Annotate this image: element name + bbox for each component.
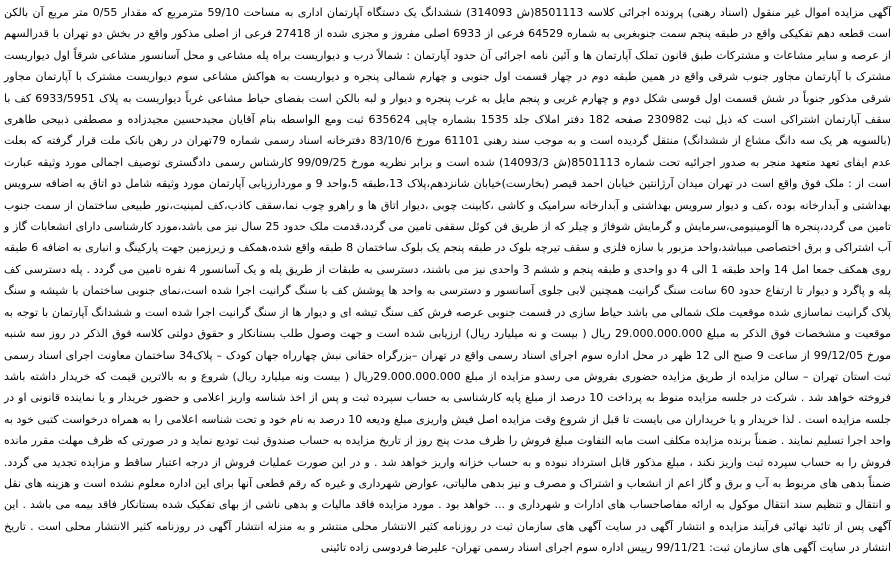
notice-body-text: آگهی مزایده اموال غیر منقول (اسناد رهنی) پرونده اجرائی کلاسه 8501113(ش 314093) ششدانگ یک دستگاه آپارتمان اداری به مساحت 59/10 مترمربع که مقدار 0/55 متر مربع آن بالکن است قطعه دهم تفکیکی واقع در طبقه پنجم سمت جنوبغربی به شماره 64529 فرعی از 6933 اصلی مفروز و مجزی شده از 27418 فرعی از اصلی مذکور واقع در بخش دو تهران با قدرالسهم از عرصه و سایر مشاعات و مشترکات طبق قانون تملک آپارتمان ها و آئین نامه اجرائی آن حدود آپارتمان : شمالاً درب و دیواریست براه پله مشاعی و محل آسانسور مشاعی شرقاً اول دیواریست مشترک با آپارتمان مجاور جنوب شرقی واقع در همین طبقه دوم در چهار قسمت اول جنوبی و چهارم شمالی پنجره و دیواریست به هواکش مشاعی سوم دیواریست مشترک با آپارتمان مجاور شرقی مذکور جنوباً در شش قسمت اول قوسی شکل دوم و چهارم غربی و پنجم مایل به غرب پنجره و دیوار و لبه بالکن است بفضای حیاط مشاعی غرباً دیواریست به پلاک 6933/5951 کف با سقف آپارتمان اشتراکی است که ذیل ثبت 230982 صفحه 182 دفتر املاک جلد 1535 بشماره چاپی 635624 ثبت ومع الواسطه بنام آقایان مجیدحسین مجیدزاده و مصطفی ذبیحی طاهری (بالسویه هر یک سه دانگ مشاع از ششدانگ) منتقل گردیده است و به موجب سند رهنی 61101 مورخ 83/10/6 دفترخانه اسناد رسمی شماره 79تهران در رهن بانک ملت قرار گرفته که بعلت عدم ایفای تعهد متعهد منجر به صدور اجرائیه تحت شماره 8501113(ش 14093/3) شده است و برابر نظریه مورخ 99/09/25 کارشناس رسمی دادگستری توصیف اجمالی مورد وثیقه عبارت است از : ملک فوق واقع است در تهران میدان آرژانتین خیابان احمد قیصر (بخارست)خیابان شانزدهم،پلاک 13،طبقه 5،واحد 9 و موردارزیابی آپارتمان مورد وثیقه شامل دو اتاق به اضافه سرویس بهداشتی و آبدارخانه بوده ،کف و دیوار سرویس بهداشتی و آبدارخانه سرامیک و کاشی ،کابینت چوبی ،دیوار اتاق ها و راهرو چوب نما،سقف کاذب،کف لمینیت،نور طبیعی ساختمان از سمت جنوب تامین می گردد،پنجره ها آلومینیومی،سرمایش و گرمایش شوفاژ و چیلر که از طریق فن کوئل سقفی تامین می گردد،قدمت ملک حدود 25 سال نیز می باشد،مورد کارشناسی دارای انشعابات گاز و آب اشتراکی و برق اختصاصی میباشد،واحد مزبور با سازه فلزی و سقف تیرچه بلوک در طبقه پنجم یک بلوک ساختمان 8 طبقه واقع شده،همکف و زیرزمین جهت پارکینگ و انباری به اضافه 6 طبقه روی همکف جمعا امل 14 واحد طبقه 1 الی 4 دو واحدی و طبقه پنجم و ششم 3 واحدی نیز می باشند، دسترسی به طبقات از طریق پله و یک آسانسور 4 نفره تامین می گردد . پله دسترسی کف پله و پاگرد و دیوار تا ارتفاع حدود 60 سانت سنگ گرانیت همچنین لابی جلوی آسانسور و دسترسی به واحد ها پوشش کف با سنگ گرانیت اجرا شده است،نمای جنوبی ساختمان با شیشه و سنگ پلاک گرانیت نماسازی شده موقعیت ملک شمالی می باشد حیاط سازی در قسمت جنوبی عرصه فرش کف سنگ تیشه ای و دیوار ها از سنگ گرانیت اجرا شده است و ششدانگ آپارتمان با توجه به موقعیت و مشخصات فوق الذکر به مبلغ 29.000.000.000 ریال ( بیست و نه میلیارد ریال) ارزیابی شده است و جهت وصول طلب بستانکار و حقوق دولتی کلاسه فوق الذکر در روز سه شنبه مورخ 99/12/05 از ساعت 9 صبح الی 12 ظهر در محل اداره سوم اجرای اسناد رسمی واقع در تهران –بزرگراه حقانی نبش چهارراه جهان کودک – پلاک34 ساختمان معاونت اجرای اسناد رسمی ثبت استان تهران – سالن مزایده از طریق مزایده حضوری بفروش می رسدو مزایده از مبلغ 29.000.000.000ریال ( بیست ونه میلیارد ریال) شروع و به بالاترین قیمت که خریدار داشته باشد فروخته خواهد شد . شرکت در جلسه مزایده منوط به پرداخت 10 درصد از مبلغ پایه کارشناسی به حساب سپرده ثبت و پس از اخذ شناسه واریز اعلامی و حضور خریدار و یا نماینده قانونی او در جلسه مزایده است . لذا خریدار و یا خریداران می بایست تا قبل از شروع وقت مزایده اصل فیش واریزی مبلغ ودیعه 10 درصد به نام خود و تحت شناسه اعلامی را به همراه درخواست کتبی خود به واحد اجرا تسلیم نمایند . ضمناً برنده مزایده مکلف است مابه التفاوت مبلغ فروش را ظرف مدت پنج روز از تاریخ مزایده به حساب صندوق ثبت تودیع نماید و در صورتی که ظرف مهلت مقرر مانده فروش را به حساب سپرده ثبت واریز نکند ، مبلغ مذکور قابل استرداد نبوده و به حساب خزانه واریز خواهد شد . و در این صورت عملیات فروش از درجه اعتبار ساقط و مزایده تجدید می گردد. ضمناً بدهی های مربوط به آب و برق و گاز اعم از انشعاب و اشتراک و مصرف و نیز بدهی مالیاتی، عوارض شهرداری و غیره که رقم قطعی آنها برای این اداره معلوم نشده است و هزینه های نقل و انتقال و تنظیم سند انتقال موکول به ارائه مفاصاحساب های ادارات و شهرداری و ... خواهد بود . مورد مزایده فاقد مالیات و بدهی ناشی از بهای تفکیک شده بستانکار فاقد بیمه می باشد . این آگهی پس از تائید نهائی فرآیند مزایده و انتشار آگهی در سایت آگهی های سازمان ثبت در روزنامه کثیر الانتشار محلی منتشر و به منزله انتشار آگهی در روزنامه کثیر الانتشار محلی است . تاریخ انتشار در سایت آگهی های سازمان ثبت: 99/11/21 رییس اداره سوم اجرای اسناد رسمی تهران- علیرضا فردوسی زاده تائینی: [4, 6, 892, 555]
auction-notice: [4, 2, 891, 559]
